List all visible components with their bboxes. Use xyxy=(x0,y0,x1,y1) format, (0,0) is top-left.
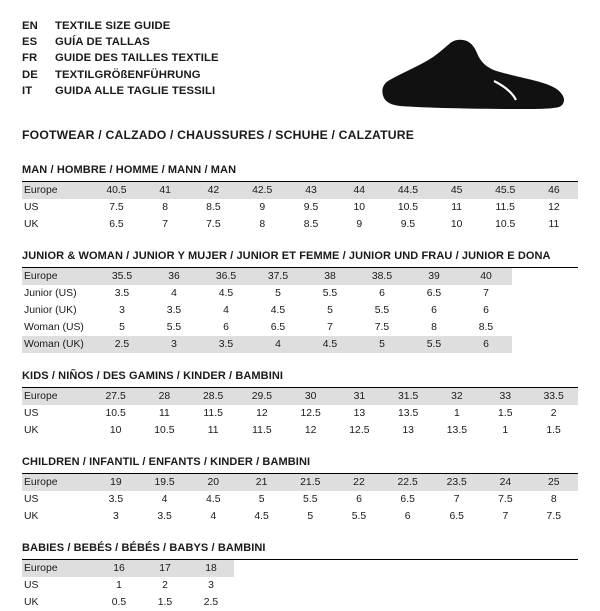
language-title: GUIDA ALLE TAGLIE TESSILI xyxy=(55,84,216,97)
dress-shoe-silhouette-icon xyxy=(378,36,568,116)
row-label: Junior (UK) xyxy=(22,302,96,319)
size-cell: 7.5 xyxy=(481,491,529,508)
row-label: US xyxy=(22,199,92,216)
size-cell: 24 xyxy=(481,474,529,491)
size-section xyxy=(22,542,578,611)
language-title: GUÍA DE TALLAS xyxy=(55,36,150,49)
size-cell: 10.5 xyxy=(140,422,189,439)
size-cell: 3 xyxy=(148,336,200,353)
size-cell: 18 xyxy=(188,560,234,577)
row-label: UK xyxy=(22,508,92,525)
row-label: US xyxy=(22,491,92,508)
size-cell: 11 xyxy=(530,216,578,233)
size-cell: 7 xyxy=(141,216,189,233)
size-cell: 5 xyxy=(252,285,304,302)
size-cell: 22.5 xyxy=(383,474,432,491)
size-section xyxy=(22,250,578,353)
size-cell: 7 xyxy=(432,491,481,508)
size-cell: 6 xyxy=(460,336,512,353)
size-cell: 8.5 xyxy=(189,199,237,216)
row-label: Woman (US) xyxy=(22,319,96,336)
table-row xyxy=(22,405,578,422)
size-cell: 31 xyxy=(335,388,384,405)
size-cell: 7.5 xyxy=(189,216,237,233)
size-cell: 8 xyxy=(530,491,578,508)
table-row xyxy=(22,182,578,199)
category-line: FOOTWEAR / CALZADO / CHAUSSURES / SCHUHE / CALZATURE xyxy=(22,128,415,142)
size-cell: 8 xyxy=(141,199,189,216)
size-cell: 2 xyxy=(529,405,578,422)
size-cell: 38 xyxy=(304,268,356,285)
size-cell: 9 xyxy=(335,216,383,233)
size-cell: 5.5 xyxy=(408,336,460,353)
language-row xyxy=(22,67,219,83)
section-title: MAN / HOMBRE / HOMME / MANN / MAN xyxy=(22,164,578,182)
size-table xyxy=(22,268,512,353)
size-cell: 35.5 xyxy=(96,268,148,285)
size-cell: 11.5 xyxy=(189,405,238,422)
row-label: Europe xyxy=(22,560,96,577)
size-cell: 7 xyxy=(481,508,529,525)
size-cell: 44.5 xyxy=(383,182,432,199)
language-code: FR xyxy=(22,52,38,65)
size-cell: 28 xyxy=(140,388,189,405)
size-cell: 45.5 xyxy=(481,182,530,199)
size-cell: 5 xyxy=(237,491,285,508)
size-cell: 3.5 xyxy=(148,302,200,319)
size-cell: 1 xyxy=(481,422,529,439)
size-cell: 4.5 xyxy=(304,336,356,353)
language-row xyxy=(22,50,219,66)
size-cell: 12 xyxy=(530,199,578,216)
size-cell: 31.5 xyxy=(384,388,433,405)
size-cell: 6.5 xyxy=(92,216,141,233)
size-cell: 4.5 xyxy=(189,491,237,508)
size-cell: 5 xyxy=(96,319,148,336)
language-title: TEXTILGRÖßENFÜHRUNG xyxy=(55,68,201,81)
table-row xyxy=(22,199,578,216)
table-row xyxy=(22,422,578,439)
size-cell: 1.5 xyxy=(481,405,529,422)
size-cell: 9.5 xyxy=(383,216,432,233)
size-cell: 3.5 xyxy=(96,285,148,302)
row-label: Europe xyxy=(22,474,92,491)
size-cell: 8 xyxy=(408,319,460,336)
size-cell: 19.5 xyxy=(140,474,189,491)
table-row xyxy=(22,319,512,336)
size-cell: 6 xyxy=(408,302,460,319)
size-cell: 6.5 xyxy=(383,491,432,508)
size-cell: 3 xyxy=(92,508,140,525)
row-label: US xyxy=(22,405,91,422)
size-cell: 19 xyxy=(92,474,140,491)
size-tables xyxy=(22,164,578,611)
section-title: BABIES / BEBÉS / BÉBÉS / BABYS / BAMBINI xyxy=(22,542,578,560)
size-cell: 16 xyxy=(96,560,142,577)
language-code: DE xyxy=(22,68,38,81)
size-cell: 7 xyxy=(460,285,512,302)
size-cell: 7.5 xyxy=(92,199,141,216)
size-cell: 3.5 xyxy=(200,336,252,353)
row-label: UK xyxy=(22,422,91,439)
size-cell: 36 xyxy=(148,268,200,285)
size-cell: 6 xyxy=(335,491,383,508)
table-row xyxy=(22,560,234,577)
size-cell: 27.5 xyxy=(91,388,140,405)
size-cell: 4 xyxy=(148,285,200,302)
size-cell: 33 xyxy=(481,388,529,405)
size-cell: 44 xyxy=(335,182,383,199)
size-cell: 32 xyxy=(433,388,482,405)
size-cell: 5 xyxy=(356,336,408,353)
size-cell: 6 xyxy=(356,285,408,302)
size-cell: 10 xyxy=(91,422,140,439)
size-cell: 42 xyxy=(189,182,237,199)
size-table xyxy=(22,388,578,439)
row-label: UK xyxy=(22,216,92,233)
table-row xyxy=(22,336,512,353)
size-cell: 1 xyxy=(433,405,482,422)
table-row xyxy=(22,285,512,302)
table-row xyxy=(22,508,578,525)
size-cell: 5.5 xyxy=(304,285,356,302)
language-code: ES xyxy=(22,36,38,49)
size-cell: 46 xyxy=(530,182,578,199)
size-cell: 33.5 xyxy=(529,388,578,405)
language-row xyxy=(22,18,219,34)
table-row xyxy=(22,491,578,508)
section-title: CHILDREN / INFANTIL / ENFANTS / KINDER / BAMBINI xyxy=(22,456,578,474)
size-cell: 3.5 xyxy=(140,508,189,525)
size-cell: 23.5 xyxy=(432,474,481,491)
row-label: Junior (US) xyxy=(22,285,96,302)
size-cell: 1.5 xyxy=(142,594,188,611)
size-cell: 28.5 xyxy=(189,388,238,405)
language-title-list xyxy=(22,18,219,99)
language-row xyxy=(22,83,219,99)
size-cell: 40.5 xyxy=(92,182,141,199)
size-cell: 6 xyxy=(383,508,432,525)
language-title: GUIDE DES TAILLES TEXTILE xyxy=(55,52,219,65)
size-cell: 5.5 xyxy=(148,319,200,336)
size-cell: 20 xyxy=(189,474,237,491)
size-cell: 3.5 xyxy=(92,491,140,508)
table-row xyxy=(22,216,578,233)
size-cell: 4 xyxy=(252,336,304,353)
row-label: US xyxy=(22,577,96,594)
size-cell: 45 xyxy=(433,182,481,199)
size-cell: 38.5 xyxy=(356,268,408,285)
size-cell: 12.5 xyxy=(335,422,384,439)
size-cell: 30 xyxy=(286,388,335,405)
size-cell: 5.5 xyxy=(286,491,335,508)
size-table xyxy=(22,474,578,525)
size-cell: 11 xyxy=(433,199,481,216)
row-label: Europe xyxy=(22,388,91,405)
size-cell: 11.5 xyxy=(481,199,530,216)
table-row xyxy=(22,268,512,285)
size-section xyxy=(22,370,578,439)
size-cell: 6.5 xyxy=(408,285,460,302)
size-cell: 7.5 xyxy=(356,319,408,336)
size-cell: 4.5 xyxy=(252,302,304,319)
size-cell: 12 xyxy=(286,422,335,439)
language-code: IT xyxy=(22,84,33,97)
size-cell: 4.5 xyxy=(237,508,285,525)
size-cell: 0.5 xyxy=(96,594,142,611)
size-cell: 22 xyxy=(335,474,383,491)
size-cell: 10.5 xyxy=(481,216,530,233)
size-cell: 2.5 xyxy=(96,336,148,353)
row-label: UK xyxy=(22,594,96,611)
size-cell: 8 xyxy=(238,216,287,233)
table-row xyxy=(22,594,234,611)
size-cell: 8.5 xyxy=(287,216,335,233)
size-cell: 5 xyxy=(286,508,335,525)
size-cell: 43 xyxy=(287,182,335,199)
size-cell: 13.5 xyxy=(433,422,482,439)
size-cell: 9 xyxy=(238,199,287,216)
page-header xyxy=(22,18,578,116)
size-cell: 2 xyxy=(142,577,188,594)
size-cell: 6.5 xyxy=(432,508,481,525)
size-cell: 40 xyxy=(460,268,512,285)
size-cell: 10.5 xyxy=(91,405,140,422)
size-cell: 6 xyxy=(460,302,512,319)
table-row xyxy=(22,302,512,319)
size-cell: 41 xyxy=(141,182,189,199)
language-row xyxy=(22,34,219,50)
size-section xyxy=(22,456,578,525)
size-cell: 39 xyxy=(408,268,460,285)
size-cell: 2.5 xyxy=(188,594,234,611)
size-cell: 42.5 xyxy=(238,182,287,199)
table-row xyxy=(22,474,578,491)
size-cell: 3 xyxy=(96,302,148,319)
size-cell: 4 xyxy=(189,508,237,525)
size-cell: 25 xyxy=(530,474,578,491)
size-cell: 21.5 xyxy=(286,474,335,491)
size-cell: 3 xyxy=(188,577,234,594)
size-cell: 4 xyxy=(140,491,189,508)
size-cell: 21 xyxy=(237,474,285,491)
row-label: Woman (UK) xyxy=(22,336,96,353)
size-table xyxy=(22,560,234,611)
language-title: TEXTILE SIZE GUIDE xyxy=(55,20,171,32)
size-cell: 5 xyxy=(304,302,356,319)
size-cell: 10 xyxy=(433,216,481,233)
size-cell: 11.5 xyxy=(238,422,287,439)
size-cell: 36.5 xyxy=(200,268,252,285)
language-code: EN xyxy=(22,20,38,32)
size-cell: 8.5 xyxy=(460,319,512,336)
size-cell: 9.5 xyxy=(287,199,335,216)
size-cell: 4 xyxy=(200,302,252,319)
row-label: Europe xyxy=(22,268,96,285)
size-cell: 6 xyxy=(200,319,252,336)
size-cell: 11 xyxy=(189,422,238,439)
size-cell: 7 xyxy=(304,319,356,336)
section-title: JUNIOR & WOMAN / JUNIOR Y MUJER / JUNIOR ET FEMME / JUNIOR UND FRAU / JUNIOR E DONA xyxy=(22,250,578,268)
size-cell: 4.5 xyxy=(200,285,252,302)
size-cell: 13 xyxy=(384,422,433,439)
row-label: Europe xyxy=(22,182,92,199)
size-cell: 1 xyxy=(96,577,142,594)
size-cell: 29.5 xyxy=(238,388,287,405)
size-cell: 13.5 xyxy=(384,405,433,422)
size-cell: 1.5 xyxy=(529,422,578,439)
section-title: KIDS / NIÑOS / DES GAMINS / KINDER / BAMBINI xyxy=(22,370,578,388)
size-cell: 6.5 xyxy=(252,319,304,336)
size-section xyxy=(22,164,578,233)
size-cell: 11 xyxy=(140,405,189,422)
size-cell: 5.5 xyxy=(356,302,408,319)
size-cell: 37.5 xyxy=(252,268,304,285)
size-cell: 17 xyxy=(142,560,188,577)
size-cell: 7.5 xyxy=(530,508,578,525)
size-cell: 10 xyxy=(335,199,383,216)
size-cell: 10.5 xyxy=(383,199,432,216)
size-table xyxy=(22,182,578,233)
size-cell: 5.5 xyxy=(335,508,383,525)
size-cell: 12 xyxy=(238,405,287,422)
table-row xyxy=(22,577,234,594)
size-cell: 12.5 xyxy=(286,405,335,422)
table-row xyxy=(22,388,578,405)
size-cell: 13 xyxy=(335,405,384,422)
